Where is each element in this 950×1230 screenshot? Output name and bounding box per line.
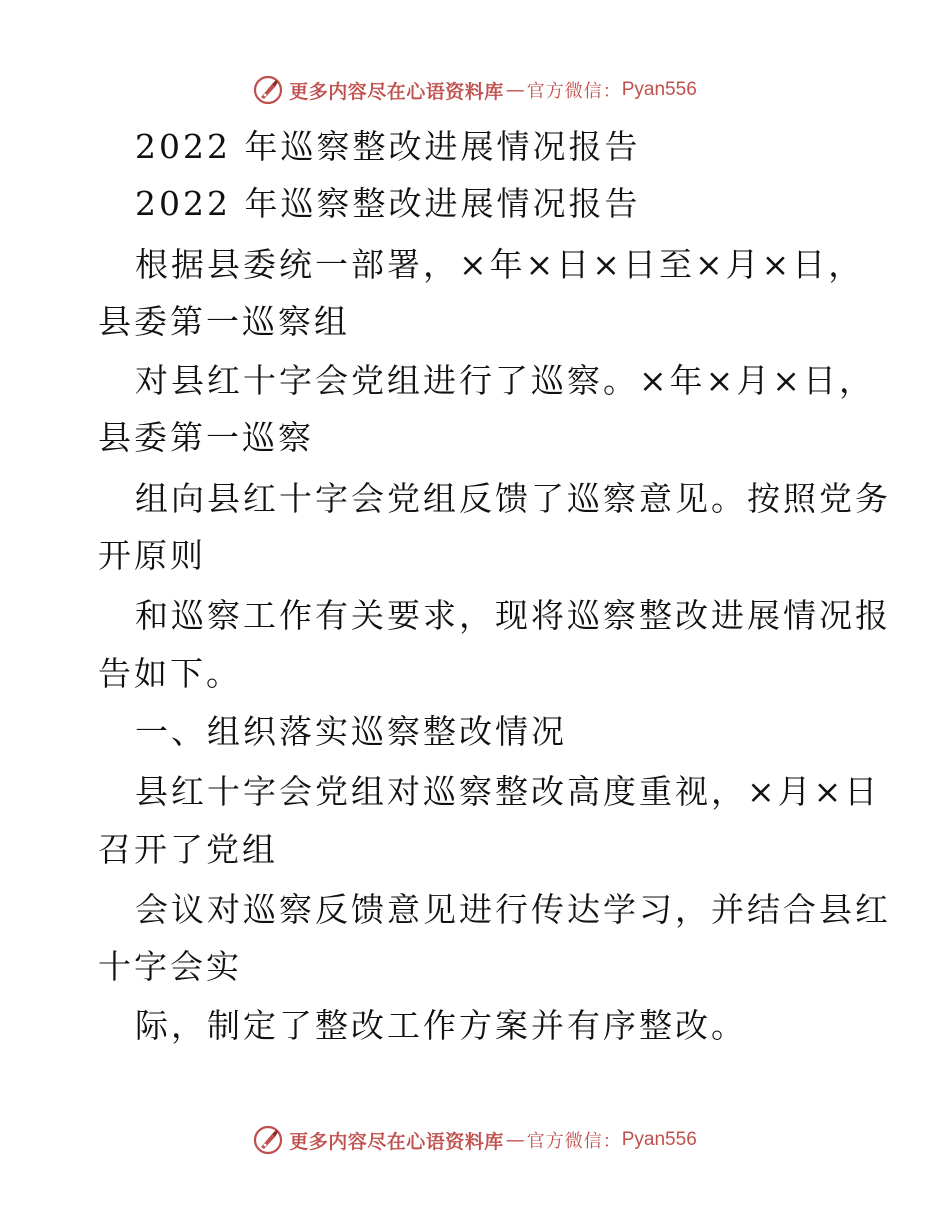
doc-line: 组向县红十字会党组反馈了巡察意见。按照党务 [135,479,891,518]
doc-line: 际，制定了整改工作方案并有序整改。 [135,1006,747,1045]
wechat-id: Pyan556 [621,1129,697,1150]
pen-nib-logo-icon [253,75,283,105]
doc-line: 十字会实 [98,947,242,986]
doc-line: 根据县委统一部署，×年×日×日至×月×日， [135,245,865,284]
promo-text: 更多内容尽在心语资料库 [289,1130,504,1153]
doc-line: 开原则 [98,536,206,575]
doc-line: 县委第一巡察 [98,418,314,457]
doc-subtitle: 2022 年巡察整改进展情况报告 [135,184,641,223]
official-wechat-label: 官方微信： [526,1131,622,1152]
doc-line: 告如下。 [98,654,242,693]
doc-line: 县委第一巡察组 [98,302,350,341]
doc-line: 县红十字会党组对巡察整改高度重视，×月×日 [135,772,881,811]
doc-line: 对县红十字会党组进行了巡察。×年×月×日， [135,361,875,400]
banner-separator: — [505,79,525,101]
banner-separator: — [505,1129,525,1151]
footer-banner [0,1122,950,1158]
pen-nib-logo-icon [253,1125,283,1155]
section-heading: 一、组织落实巡察整改情况 [135,712,567,751]
doc-line: 召开了党组 [98,830,278,869]
wechat-id: Pyan556 [621,79,697,100]
doc-line: 和巡察工作有关要求，现将巡察整改进展情况报 [135,596,891,635]
header-banner [0,72,950,108]
doc-title: 2022 年巡察整改进展情况报告 [135,127,641,166]
promo-text: 更多内容尽在心语资料库 [289,80,504,103]
official-wechat-label: 官方微信： [526,81,622,102]
doc-line: 会议对巡察反馈意见进行传达学习，并结合县红 [135,890,891,929]
